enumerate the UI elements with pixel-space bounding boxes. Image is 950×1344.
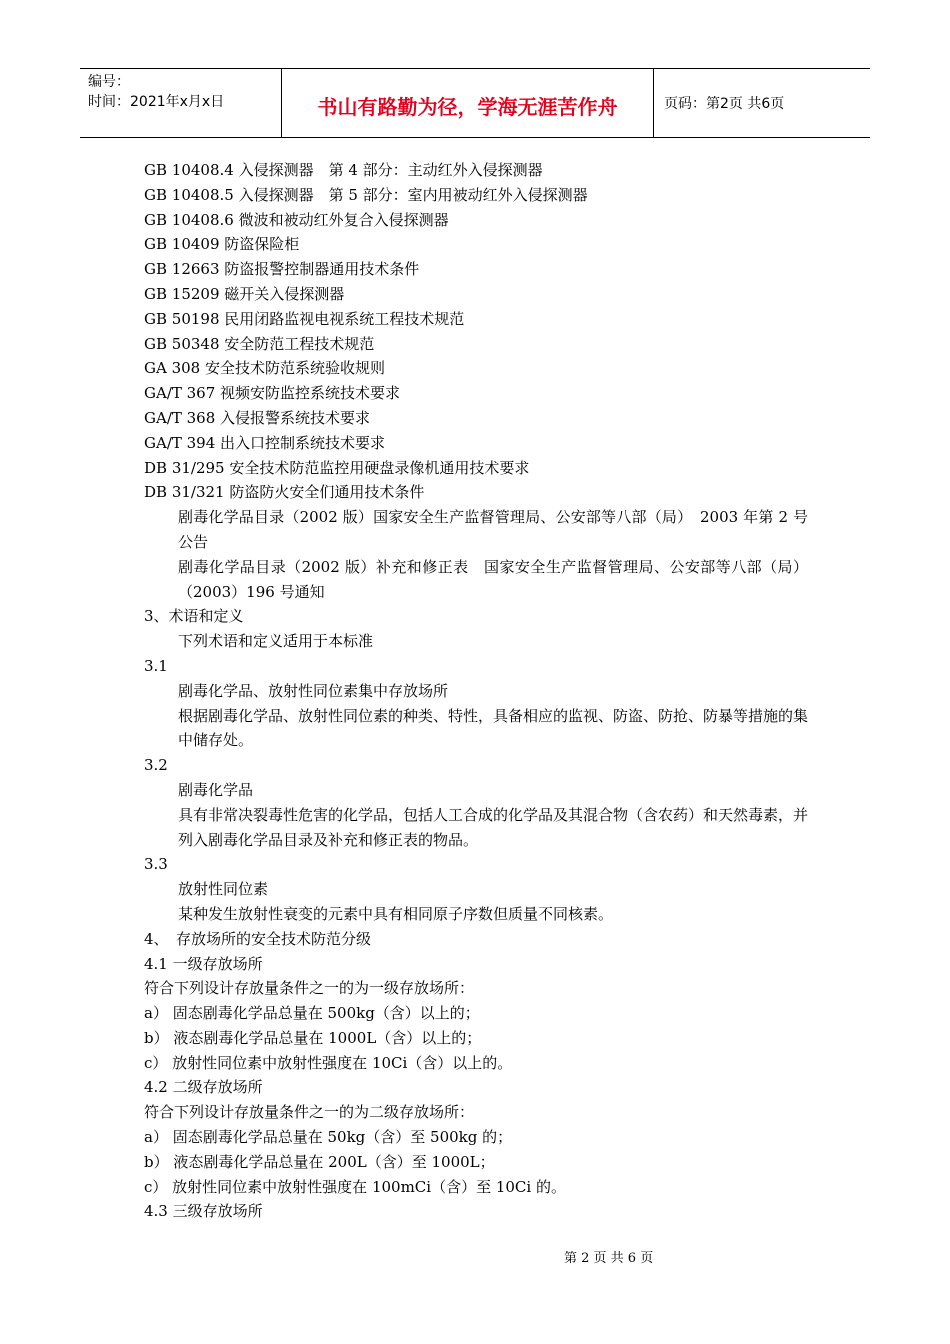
reference-standard: DB 31/295 安全技术防范监控用硬盘录像机通用技术要求 <box>144 458 530 477</box>
clause-4-2-intro: 符合下列设计存放量条件之一的为二级存放场所： <box>144 1103 475 1122</box>
catalog-reference: 剧毒化学品目录（2002 版）国家安全生产监督管理局、公安部等八部（局） 2003 年第 2 号公告 <box>178 508 808 551</box>
list-item: b） 液态剧毒化学品总量在 1000L（含）以上的； <box>144 1028 482 1047</box>
reference-standard: GB 12663 防盗报警控制器通用技术条件 <box>144 260 420 279</box>
clause-3-3-number: 3.3 <box>144 855 168 874</box>
document-time-label: 时间：2021年x月x日 <box>88 94 225 110</box>
document-body <box>144 158 808 1224</box>
reference-standard: GB 15209 磁开关入侵探测器 <box>144 284 345 303</box>
reference-standard: GB 10408.5 入侵探测器 第 5 部分：室内用被动红外入侵探测器 <box>144 185 588 204</box>
clause-4-2-heading: 4.2 二级存放场所 <box>144 1078 263 1097</box>
clause-3-2-number: 3.2 <box>144 756 168 775</box>
reference-standard: GB 10408.6 微波和被动红外复合入侵探测器 <box>144 210 449 229</box>
clause-3-3-term: 放射性同位素 <box>178 880 269 899</box>
header-page-info: 页码：第2页 共6页 <box>664 96 785 112</box>
page-header <box>80 68 870 138</box>
section-4-heading: 4、 存放场所的安全技术防范分级 <box>144 929 372 948</box>
reference-standard: GB 50198 民用闭路监视电视系统工程技术规范 <box>144 309 465 328</box>
list-item: c） 放射性同位素中放射性强度在 100mCi（含）至 10Ci 的。 <box>144 1177 566 1196</box>
reference-standard: GA 308 安全技术防范系统验收规则 <box>144 359 385 378</box>
section-3-intro: 下列术语和定义适用于本标准 <box>178 632 374 651</box>
clause-3-1-term: 剧毒化学品、放射性同位素集中存放场所 <box>178 681 449 700</box>
clause-4-1-heading: 4.1 一级存放场所 <box>144 954 263 973</box>
catalog-supplement-reference: 剧毒化学品目录（2002 版）补充和修正表 国家安全生产监督管理局、公安部等八部（局）（2003）196 号通知 <box>178 557 808 601</box>
document-number-label: 编号： <box>88 74 130 90</box>
reference-standard: DB 31/321 防盗防火安全们通用技术条件 <box>144 483 425 502</box>
reference-standard: GB 10408.4 入侵探测器 第 4 部分：主动红外入侵探测器 <box>144 161 543 179</box>
list-item: a） 固态剧毒化学品总量在 500kg（含）以上的； <box>144 1004 480 1023</box>
clause-3-1-definition: 根据剧毒化学品、放射性同位素的种类、特性，具备相应的监视、防盗、防抢、防暴等措施的集中储存处。 <box>178 706 809 750</box>
section-3-heading: 3、术语和定义 <box>144 607 244 626</box>
clause-3-3-definition: 某种发生放射性衰变的元素中具有相同原子序数但质量不同核素。 <box>178 904 614 923</box>
clause-4-3-heading: 4.3 三级存放场所 <box>144 1202 263 1221</box>
reference-standard: GA/T 367 视频安防监控系统技术要求 <box>144 384 401 403</box>
clause-3-1-number: 3.1 <box>144 656 168 675</box>
list-item: a） 固态剧毒化学品总量在 50kg（含）至 500kg 的； <box>144 1128 513 1147</box>
reference-standard: GA/T 368 入侵报警系统技术要求 <box>144 408 371 427</box>
clause-4-1-intro: 符合下列设计存放量条件之一的为一级存放场所： <box>144 979 475 998</box>
page-footer: 第 2 页 共 6 页 <box>564 1251 654 1266</box>
header-motto: 书山有路勤为径，学海无涯苦作舟 <box>282 69 654 137</box>
header-meta <box>80 69 282 137</box>
reference-standard: GB 10409 防盗保险柜 <box>144 235 300 254</box>
reference-standard: GB 50348 安全防范工程技术规范 <box>144 334 375 353</box>
list-item: b） 液态剧毒化学品总量在 200L（含）至 1000L； <box>144 1152 495 1171</box>
list-item: c） 放射性同位素中放射性强度在 10Ci（含）以上的。 <box>144 1053 513 1072</box>
clause-3-2-term: 剧毒化学品 <box>178 780 254 799</box>
reference-standard: GA/T 394 出入口控制系统技术要求 <box>144 433 386 452</box>
clause-3-2-definition: 具有非常决裂毒性危害的化学品，包括人工合成的化学品及其混合物（含农药）和天然毒素，并列入剧毒化学品目录及补充和修正表的物品。 <box>178 805 809 849</box>
